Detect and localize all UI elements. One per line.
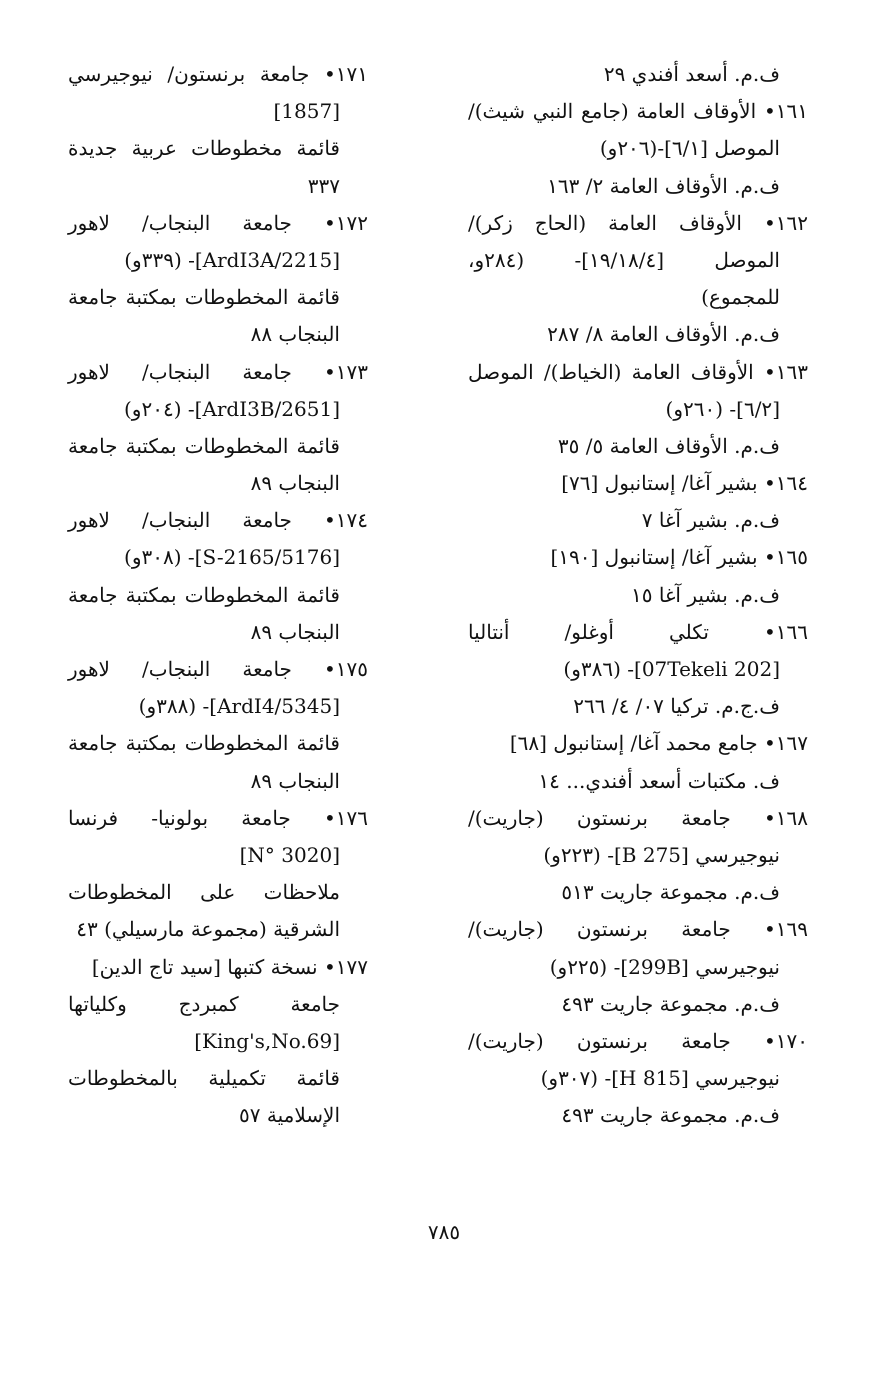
text-line: ١٦٣• الأوقاف العامة (الخياط)/ الموصل [468, 359, 808, 384]
text-line: ف.م. بشير آغا ٧ [641, 508, 780, 533]
text-line: ف.م. مجموعة جاريت ٤٩٣ [561, 1103, 780, 1128]
text-line: ١٦٧• جامع محمد آغا/ إستانبول [٦٨] [509, 731, 808, 756]
text-line: البنجاب ٨٩ [250, 768, 340, 793]
text-line: ملاحظات على المخطوطات [68, 880, 340, 905]
text-line: قائمة مخطوطات عربية جديدة [68, 136, 340, 161]
text-line: الموصل [٦/١]-(٢٠٦و) [599, 136, 780, 161]
text-line: ١٧٥• جامعة البنجاب/ لاهور [68, 657, 368, 681]
text-line: [N° 3020] [239, 842, 340, 867]
text-line: [ArdI3B/2651]- (٢٠٤و) [123, 396, 340, 421]
text-line: ١٧٦• جامعة بولونيا- فرنسا [68, 805, 368, 830]
text-line: ف.م. مجموعة جاريت ٥١٣ [561, 880, 780, 905]
text-line: جامعة كمبردج وكلياتها [68, 991, 340, 1016]
text-line: [ArdI4/5345]- (٣٨٨و) [138, 694, 340, 719]
text-line: البنجاب ٨٨ [250, 322, 340, 347]
text-line: للمجموع) [701, 285, 780, 310]
text-line: قائمة المخطوطات بمكتبة جامعة [68, 582, 340, 607]
text-line: الإسلامية ٥٧ [239, 1103, 340, 1128]
text-line: ١٧٠• جامعة برنستون (جاريت)/ [468, 1028, 808, 1053]
text-line: ٣٣٧ [307, 173, 340, 198]
text-line: [٦/٢]- (٢٦٠و) [665, 396, 780, 421]
text-line: ف.م. مجموعة جاريت ٤٩٣ [561, 991, 780, 1016]
text-line: الموصل [١٩/١٨/٤]- (٢٨٤و، [468, 247, 780, 272]
text-line: ف.م. الأوقاف العامة ٢/ ١٦٣ [547, 173, 780, 198]
text-line: ١٧٢• جامعة البنجاب/ لاهور [68, 210, 368, 235]
text-line: ١٦٥• بشير آغا/ إستانبول [١٩٠] [550, 545, 808, 570]
text-line: ١٧١• جامعة برنستون/ نيوجيرسي [68, 62, 368, 86]
text-line: الشرقية (مجموعة مارسيلي) ٤٣ [76, 917, 340, 942]
text-line: ١٦٩• جامعة برنستون (جاريت)/ [468, 917, 808, 942]
text-line: البنجاب ٨٩ [250, 471, 340, 496]
text-line: ١٦٨• جامعة برنستون (جاريت)/ [468, 805, 808, 830]
text-line: ١٦٦• تكلي أوغلو/ أنتاليا [468, 619, 808, 644]
text-line: ف.م. بشير آغا ١٥ [631, 582, 780, 607]
text-line: نيوجيرسي [275 B]- (٢٢٣و) [543, 842, 780, 867]
page-number: ٧٨٥ [427, 1220, 461, 1244]
text-line: قائمة المخطوطات بمكتبة جامعة [68, 731, 340, 756]
text-line: [King's,No.69] [194, 1028, 340, 1053]
text-line: ف.م. أسعد أفندي ٢٩ [603, 62, 780, 86]
text-line: ١٦٢• الأوقاف العامة (الحاج زكر)/ [468, 210, 808, 235]
text-line: [ArdI3A/2215]- (٣٣٩و) [124, 247, 340, 272]
text-line: [S-2165/5176]- (٣٠٨و) [124, 545, 340, 570]
text-line: ١٧٣• جامعة البنجاب/ لاهور [68, 359, 368, 384]
text-line: [1857] [273, 99, 340, 124]
text-line: ف.م. الأوقاف العامة ٥/ ٣٥ [557, 433, 780, 458]
text-line: ١٦٤• بشير آغا/ إستانبول [٧٦] [561, 471, 808, 496]
text-line: ف.م. الأوقاف العامة ٨/ ٢٨٧ [547, 322, 780, 347]
right-column [468, 56, 808, 1134]
text-line: ١٧٧• نسخة كتبها [سيد تاج الدين] [91, 954, 368, 979]
text-line: ١٧٤• جامعة البنجاب/ لاهور [68, 508, 368, 533]
text-line: نيوجيرسي [299B]- (٢٢٥و) [549, 954, 780, 979]
text-line: [07Tekeli 202]- (٣٨٦و) [563, 657, 780, 681]
text-line: قائمة تكميلية بالمخطوطات [68, 1066, 340, 1091]
text-line: ف. مكتبات أسعد أفندي... ١٤ [538, 768, 780, 793]
text-line: ف.ج.م. تركيا ٠٧/ ٤/ ٢٦٦ [573, 694, 780, 719]
text-line: قائمة المخطوطات بمكتبة جامعة [68, 285, 340, 310]
text-line: ١٦١• الأوقاف العامة (جامع النبي شيث)/ [468, 99, 808, 124]
text-line: قائمة المخطوطات بمكتبة جامعة [68, 433, 340, 458]
left-column [68, 56, 368, 1134]
text-line: البنجاب ٨٩ [250, 619, 340, 644]
text-line: نيوجيرسي [815 H]- (٣٠٧و) [540, 1066, 780, 1091]
